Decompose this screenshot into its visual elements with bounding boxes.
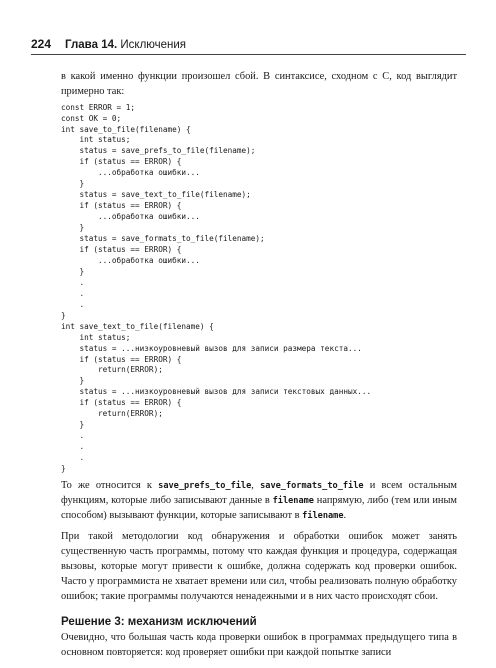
inline-code-save-formats: save_formats_to_file (260, 481, 364, 491)
chapter-title: Исключения (120, 39, 187, 51)
page-number: 224 (31, 37, 52, 51)
chapter-label: Глава 14. (65, 39, 118, 51)
paragraph-functions (61, 479, 457, 523)
inline-code-save-prefs: save_prefs_to_file (158, 481, 252, 491)
running-header (31, 37, 466, 51)
page-body (61, 70, 457, 661)
para2-text-2: , (251, 480, 261, 491)
header-rule (31, 54, 466, 55)
para2-text-5: . (343, 509, 347, 521)
inline-code-filename-2: filename (302, 510, 344, 521)
paragraph-gap (61, 523, 457, 530)
para2-text-1: То же относится к (61, 480, 159, 491)
paragraph-methodology: При такой методологии код обнаружения и обработки ошибок может занять существенную часть программы, потому что каждая функция и процедура, содержащая вызовы, которые могут привести к ошибке, должна содержать код проверки ошибок. Часто у программиста не хватает времени или сил, чтобы реализовать полную обработку ошибок; такие программы получаются ненадежными и в них часто происходят сбои. (61, 531, 457, 602)
para2-text-4: напрямую, либо (тем или иным способом) вызывают функции, которые записывают в (61, 494, 457, 521)
inline-code-filename: filename (272, 495, 314, 506)
para2-text-3: и всем остальным функциям, которые либо записывают данные в (61, 480, 458, 506)
paragraph-solution: Очевидно, что большая часть кода проверки ошибок в программах предыдущего типа в основном повторяется: код проверяет ошибки при каждой попытке записи (61, 632, 457, 659)
section-heading: Решение 3: механизм исключений (61, 616, 257, 629)
code-listing: const ERROR = 1; const OK = 0; int save_to_file(filename) { int status; status = save_prefs_to_file(filename); if (status == ERROR) { ...обработка ошибки... } status = save_text_to_file(filename); if (status == ERROR) { ...обработка ошибки... } status = save_formats_to_file(filename); if (status == ERROR) { ...обработка ошибки... } . . . } int save_text_to_file(filename) { int status; status = ...низкоуровневый вызов для записи размера текста... if (status == ERROR) { return(ERROR); } status = ...низкоуровневый вызов для записи текстовых данных... if (status == ERROR) { return(ERROR); } . . . } (61, 102, 372, 474)
intro-paragraph: в какой именно функции произошел сбой. В синтаксисе, сходном с С, код выглядит примерно так: (61, 71, 457, 97)
chapter-heading (65, 39, 186, 51)
